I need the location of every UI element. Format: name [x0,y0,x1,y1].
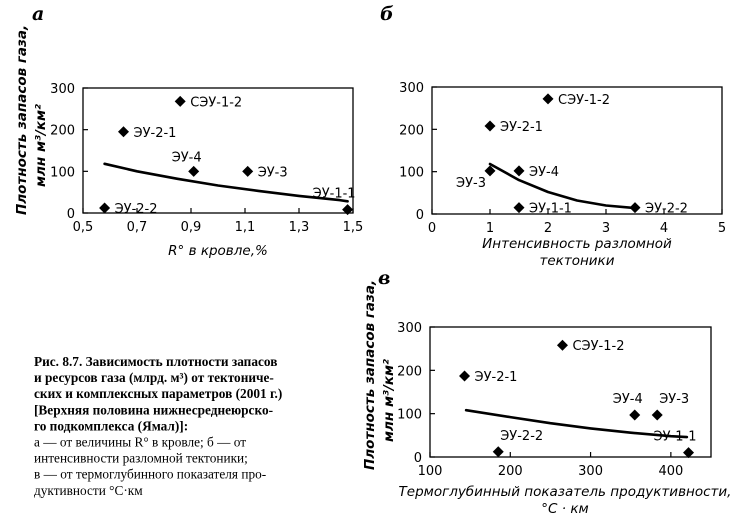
x-tick-label: 0,5 [72,220,94,235]
panel-label-a: а [32,3,45,25]
y-tick-label: 200 [50,123,75,139]
data-point-label: СЭУ-1-2 [572,339,625,355]
caption-line: го подкомплекса (Ямал)]: [34,418,189,434]
data-point-label: ЭУ-2-1 [133,125,177,141]
y-tick-label: 200 [399,123,424,139]
panel-label-b: б [380,3,394,25]
caption-line: интенсивности разломной тектоники; [34,450,248,466]
x-axis-title: °С · км [541,501,589,517]
x-tick-label: 4 [659,221,669,236]
y-tick-label: 200 [397,364,422,380]
y-axis-title-c [362,280,397,470]
data-point-label: СЭУ-1-2 [190,95,243,111]
x-tick-label: 0,7 [126,220,148,235]
data-point [543,93,554,104]
y-tick-label: 0 [415,208,424,223]
data-point [629,409,640,420]
y-axis-title-line2: млн м³/км² [381,359,397,442]
data-point-label: ЭУ-2-1 [474,369,518,385]
data-point [652,409,663,420]
x-axis-title: R° в кровле,% [168,243,268,259]
chart-panel-a [50,82,363,259]
data-point [459,370,470,381]
data-point-label: ЭУ-3 [257,165,288,181]
x-tick-label: 1,3 [288,220,310,235]
y-tick-label: 0 [413,451,422,466]
x-tick-label: 1,1 [234,220,256,235]
figure-caption [34,354,282,498]
data-point [493,446,504,457]
caption-line: Рис. 8.7. Зависимость плотности запасов [34,354,278,369]
data-point-label: ЭУ-4 [529,164,559,180]
data-point [630,202,641,213]
data-point [188,166,199,177]
data-point-label: ЭУ-2-1 [500,119,543,135]
y-tick-label: 100 [397,407,422,423]
chart-panel-c [397,321,731,517]
data-point [557,340,568,351]
x-tick-label: 1,5 [342,220,364,235]
y-tick-label: 300 [399,81,424,96]
data-point [118,126,129,137]
x-tick-label: 100 [417,464,443,479]
x-tick-label: 200 [497,464,523,479]
panel-label-c: в [378,267,391,289]
x-tick-label: 5 [717,221,727,236]
caption-line: ских и комплексных параметров (2001 г.) [34,386,283,402]
data-point-label: ЭУ-3 [456,175,486,191]
y-axis-title-line1: Плотность запасов газа, [14,24,30,215]
data-point [514,165,525,176]
data-point-label: ЭУ-4 [612,391,643,407]
data-point-label: ЭУ-2-2 [114,202,158,217]
data-point-label: ЭУ-4 [171,150,202,166]
caption-line: и ресурсов газа (млрд. м³) от тектониче- [34,370,274,386]
x-tick-label: 0,9 [180,220,202,235]
y-axis-title-line1: Плотность запасов газа, [362,279,378,470]
trend-line [105,164,348,202]
y-tick-label: 300 [50,82,75,97]
y-tick-label: 100 [50,165,75,181]
data-point-label: СЭУ-1-2 [558,92,610,108]
x-tick-label: 2 [543,221,553,236]
caption-line: [Верхняя половина нижнесреднеюрско- [34,402,274,418]
data-point-label: ЭУ-1-1 [312,186,356,202]
data-point [485,120,496,131]
x-axis-title: тектоники [539,253,615,269]
data-point [514,202,525,213]
data-point [99,203,110,214]
data-point [242,166,253,177]
x-tick-label: 1 [485,221,495,236]
x-tick-label: 400 [658,464,684,479]
data-point [175,96,186,107]
caption-line: дуктивности °С·км [34,482,143,498]
data-point-label: ЭУ-2-2 [645,201,688,217]
x-axis-title: Интенсивность разломной [482,236,672,252]
data-point-label: ЭУ-1-1 [529,201,572,217]
caption-line: а — от величины R° в кровле; б — от [34,434,247,450]
x-axis-title: Термоглубинный показатель продуктивности, [398,484,732,500]
data-point-label: ЭУ-1-1 [653,429,697,445]
y-axis-title-line2: млн м³/км² [33,104,49,187]
caption-line: в — от термоглубинного показателя про- [34,466,267,482]
x-tick-label: 3 [601,221,611,236]
y-tick-label: 300 [397,321,422,336]
chart-panel-b [399,81,726,269]
y-tick-label: 0 [66,207,75,222]
y-axis-title-a [14,25,49,215]
x-tick-label: 300 [578,464,603,479]
y-tick-label: 100 [399,165,424,181]
data-point-label: ЭУ-2-2 [500,428,544,444]
data-point-label: ЭУ-3 [659,391,690,407]
x-tick-label: 0 [427,221,437,236]
